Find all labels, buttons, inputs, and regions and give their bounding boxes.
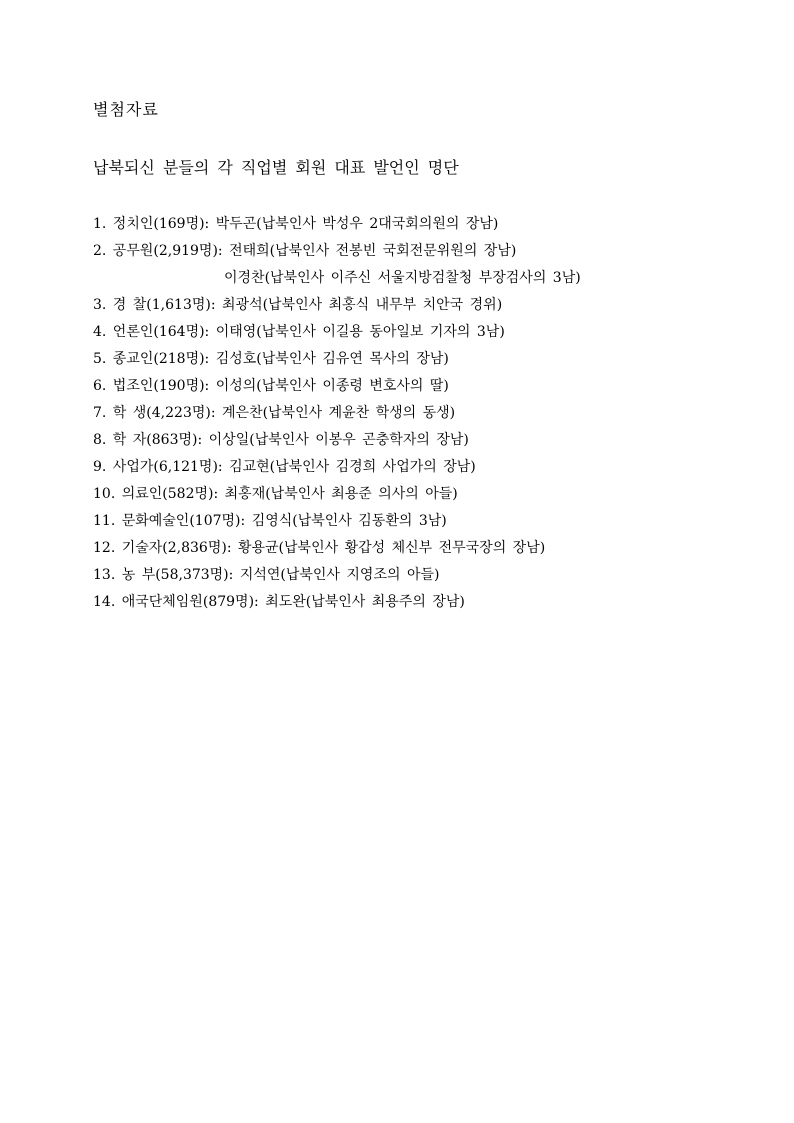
- document-subtitle: 납북되신 분들의 각 직업별 회원 대표 발언인 명단: [93, 158, 459, 177]
- document-heading: 별첨자료: [93, 100, 159, 119]
- entry-prefix: 7. 학 생(4,223명):: [93, 405, 216, 421]
- list-item: [93, 239, 773, 266]
- entry-prefix: 8. 학 자(863명):: [93, 432, 203, 448]
- entry-prefix: 12. 기술자(2,836명):: [93, 540, 232, 556]
- entry-text: 이경찬(납북인사 이주신 서울지방검찰청 부장검사의 3남): [224, 270, 581, 286]
- list-item: [93, 563, 773, 590]
- list-item-continuation: [93, 266, 773, 293]
- entry-text: 이태영(납북인사 이길용 동아일보 기자의 3남): [215, 324, 505, 340]
- entry-prefix: 9. 사업가(6,121명):: [93, 459, 223, 475]
- entry-text: 최도완(납북인사 최용주의 장남): [265, 594, 465, 610]
- list-item: [93, 293, 773, 320]
- entry-text: 김영식(납북인사 김동환의 3남): [251, 513, 447, 529]
- entry-text: 김성호(납북인사 김유연 목사의 장남): [215, 351, 449, 367]
- list-item: [93, 482, 773, 509]
- entry-prefix: 2. 공무원(2,919명):: [93, 243, 223, 259]
- list-item: [93, 320, 773, 347]
- list-item: [93, 401, 773, 428]
- entry-text: 최광석(납북인사 최홍식 내무부 치안국 경위): [222, 297, 503, 313]
- entry-prefix: 4. 언론인(164명):: [93, 324, 210, 340]
- entry-text: 이성의(납북인사 이종령 변호사의 딸): [215, 378, 449, 394]
- entry-text: 계은찬(납북인사 계윤찬 학생의 동생): [222, 405, 456, 421]
- entry-prefix: 6. 법조인(190명):: [93, 378, 210, 394]
- list-item: [93, 428, 773, 455]
- entry-prefix: 5. 종교인(218명):: [93, 351, 210, 367]
- list-item: [93, 455, 773, 482]
- entry-text: 지석연(납북인사 지영조의 아들): [239, 567, 440, 583]
- entry-prefix: 13. 농 부(58,373명):: [93, 567, 234, 583]
- entry-text: 박두곤(납북인사 박성우 2대국회의원의 장남): [215, 216, 499, 232]
- list-item: [93, 590, 773, 617]
- entry-text: 황용균(납북인사 황갑성 체신부 전무국장의 장남): [237, 540, 546, 556]
- entry-prefix: 10. 의료인(582명):: [93, 486, 219, 502]
- list-item: [93, 509, 773, 536]
- list-item: [93, 536, 773, 563]
- entry-prefix: 14. 애국단체임원(879명):: [93, 594, 259, 610]
- list-item: [93, 212, 773, 239]
- list-item: [93, 374, 773, 401]
- entry-text: 최홍재(납북인사 최용준 의사의 아들): [224, 486, 458, 502]
- entry-prefix: 11. 문화예술인(107명):: [93, 513, 246, 529]
- entry-prefix: 3. 경 찰(1,613명):: [93, 297, 216, 313]
- list-item: [93, 347, 773, 374]
- entry-text: 김교현(납북인사 김경희 사업가의 장남): [229, 459, 476, 475]
- entry-text: 이상일(납북인사 이봉우 곤충학자의 장남): [208, 432, 469, 448]
- entry-text: 전태희(납북인사 전봉빈 국회전문위원의 장남): [229, 243, 517, 259]
- representative-list: [93, 212, 773, 617]
- entry-prefix: 1. 정치인(169명):: [93, 216, 210, 232]
